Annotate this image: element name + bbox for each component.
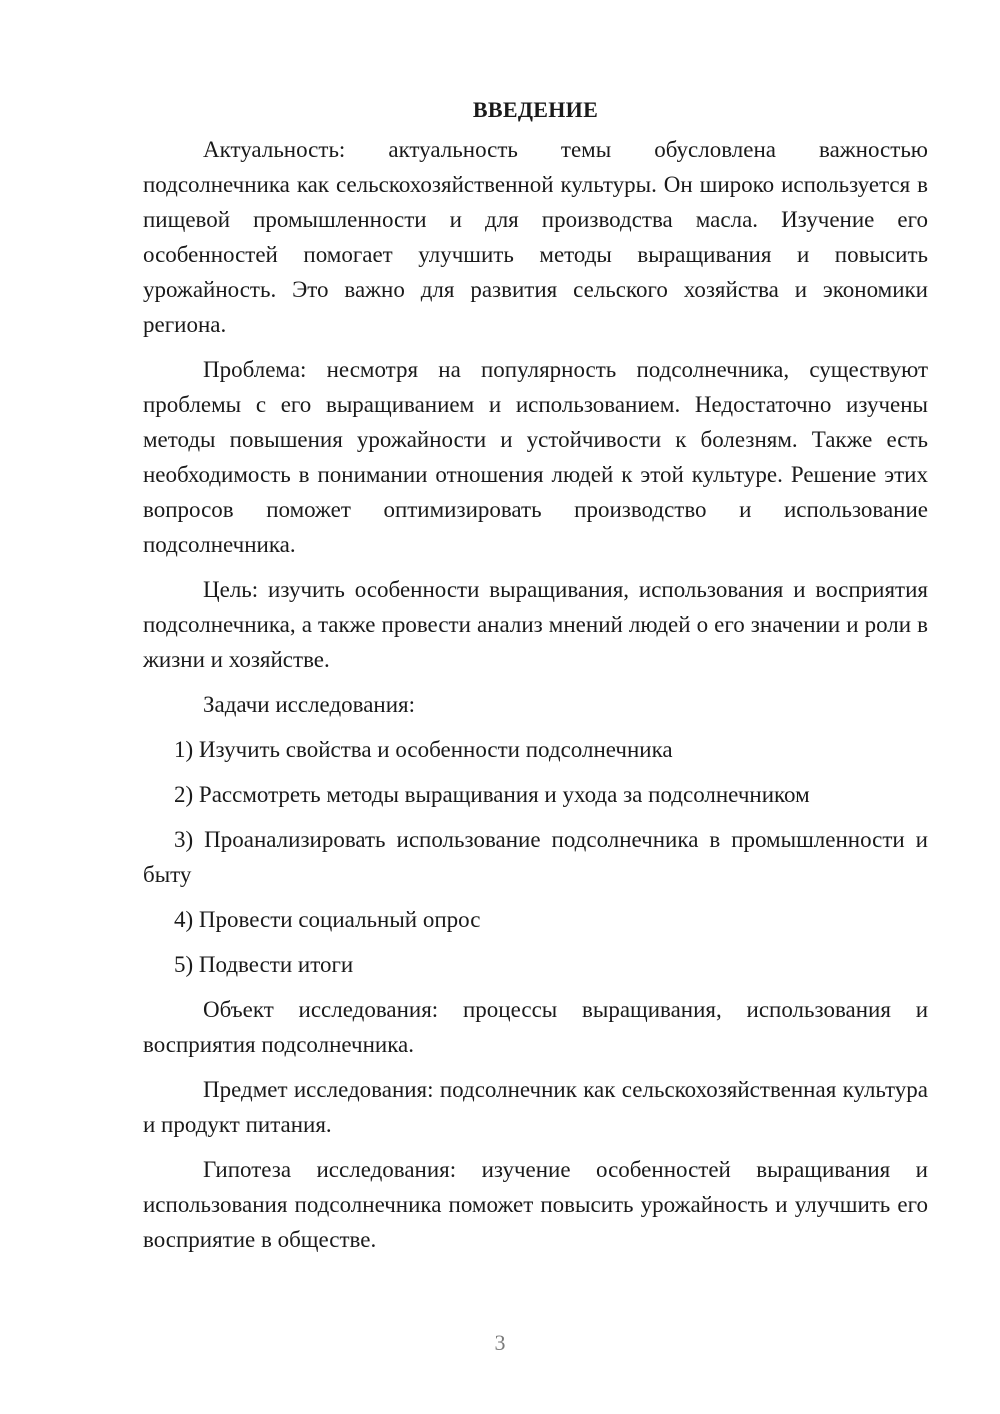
task-item: 1) Изучить свойства и особенности подсолнечника	[174, 737, 673, 762]
section-heading: ВВЕДЕНИЕ	[472, 97, 599, 122]
subject-paragraph: Предмет исследования: подсолнечник как сельскохозяйственная культура и продукт питания.	[143, 1077, 928, 1137]
relevance-paragraph: Актуальность: актуальность темы обусловлена важностью подсолнечника как сельскохозяйственной культуры. Он широко используется в пищевой промышленности и для производства масла. Изучение его особенностей помогает улучшить методы выращивания и повысить урожайность. Это важно для развития сельского хозяйства и экономики региона.	[143, 137, 928, 337]
task-item: 3) Проанализировать использование подсолнечника в промышленности и быту	[143, 827, 928, 887]
goal-paragraph: Цель: изучить особенности выращивания, использования и восприятия подсолнечника, а также провести анализ мнений людей о его значении и роли в жизни и хозяйстве.	[143, 577, 928, 672]
task-item: 4) Провести социальный опрос	[174, 907, 481, 932]
object-paragraph: Объект исследования: процессы выращивания, использования и восприятия подсолнечника.	[143, 997, 928, 1057]
tasks-title: Задачи исследования:	[203, 692, 416, 717]
document-page	[143, 92, 928, 1257]
problem-paragraph: Проблема: несмотря на популярность подсолнечника, существуют проблемы с его выращиванием и использованием. Недостаточно изучены методы повышения урожайности и устойчивости к болезням. Также есть необходимость в понимании отношения людей к этой культуре. Решение этих вопросов поможет оптимизировать производство и использование подсолнечника.	[143, 357, 928, 557]
tasks-list	[143, 732, 928, 982]
hypothesis-paragraph: Гипотеза исследования: изучение особенностей выращивания и использования подсолнечника поможет повысить урожайность и улучшить его восприятие в обществе.	[143, 1157, 928, 1252]
page-number: 3	[494, 1330, 506, 1355]
task-item: 5) Подвести итоги	[174, 952, 354, 977]
task-item: 2) Рассмотреть методы выращивания и ухода за подсолнечником	[174, 782, 810, 807]
